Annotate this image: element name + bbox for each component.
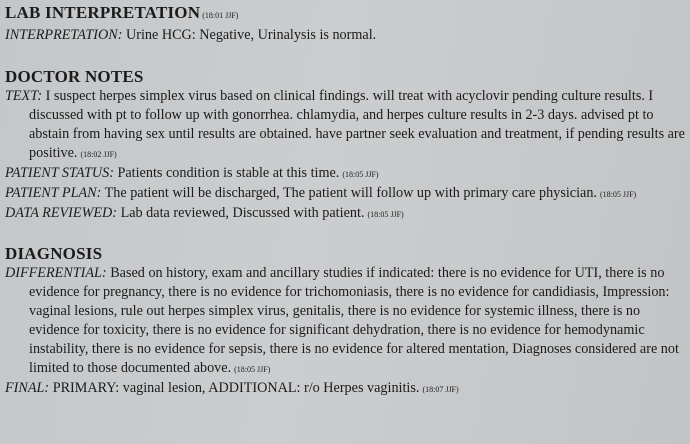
final-text: PRIMARY: vaginal lesion, ADDITIONAL: r/o Herpes vaginitis. — [49, 380, 420, 396]
doctor-notes-heading — [5, 67, 687, 87]
patient-status-text: Patients condition is stable at this time. — [113, 165, 340, 181]
data-reviewed-label: DATA REVIEWED: — [5, 205, 118, 221]
final-field — [5, 379, 687, 399]
clinical-note-page — [5, 3, 687, 399]
data-reviewed-text: Lab data reviewed, Discussed with patient. — [117, 205, 365, 221]
differential-stamp: (18:05 JJF) — [234, 365, 271, 374]
differential-field — [5, 264, 687, 379]
text-body: I suspect herpes simplex virus based on clinical findings. will treat with acyclovir pending culture results. I discussed with pt to follow up with gonorrhea. chlamydia, and herpes culture results in 2-3 days. advised pt to abstain from having sex until results are obtained. have partner seek evaluation and treatment, if pending results are positive. — [29, 88, 685, 161]
patient-plan-text: The patient will be discharged, The patient will follow up with primary care physician. — [101, 185, 597, 201]
patient-plan-label: PATIENT PLAN: — [5, 185, 102, 201]
patient-plan-stamp: (18:05 JJF) — [599, 190, 637, 199]
final-stamp: (18:07 JJF) — [422, 385, 459, 394]
diagnosis-heading — [5, 244, 687, 264]
differential-label: DIFFERENTIAL: — [5, 265, 107, 281]
patient-status-label: PATIENT STATUS: — [5, 165, 114, 181]
interpretation-field — [5, 26, 687, 45]
text-label: TEXT: — [5, 88, 43, 104]
differential-text: Based on history, exam and ancillary studies if indicated: there is no evidence for UTI, there is no evidence for pregnancy, there is no evidence for trichomoniasis, there is no evidence for candidiasis, Impression: vaginal lesions, rule out herpes simplex virus, genitalis, there is no evidence for systemic illness, there is no evidence for toxicity, there is no evidence for significant dehydration, there is no evidence for hemodynamic instability, there is no evidence for sepsis, there is no evidence for altered mentation, Diagnoses considered are not limited to those documented above. — [29, 265, 679, 376]
text-stamp: (18:02 JJF) — [80, 150, 117, 159]
patient-plan-field — [5, 184, 687, 204]
interpretation-text: Urine HCG: Negative, Urinalysis is normal. — [122, 27, 377, 43]
doctor-notes-title: DOCTOR NOTES — [5, 67, 144, 86]
lab-interpretation-heading — [5, 3, 687, 26]
final-label: FINAL: — [5, 380, 50, 396]
patient-status-stamp: (18:05 JJF) — [342, 170, 379, 179]
lab-interpretation-stamp: (18:01 JJF) — [202, 11, 239, 20]
patient-status-field — [5, 164, 687, 184]
data-reviewed-field — [5, 204, 687, 224]
interpretation-label: INTERPRETATION: — [5, 27, 123, 43]
lab-interpretation-title: LAB INTERPRETATION — [5, 3, 201, 22]
diagnosis-title: DIAGNOSIS — [5, 244, 103, 263]
data-reviewed-stamp: (18:05 JJF) — [367, 210, 404, 219]
text-field — [5, 87, 687, 164]
